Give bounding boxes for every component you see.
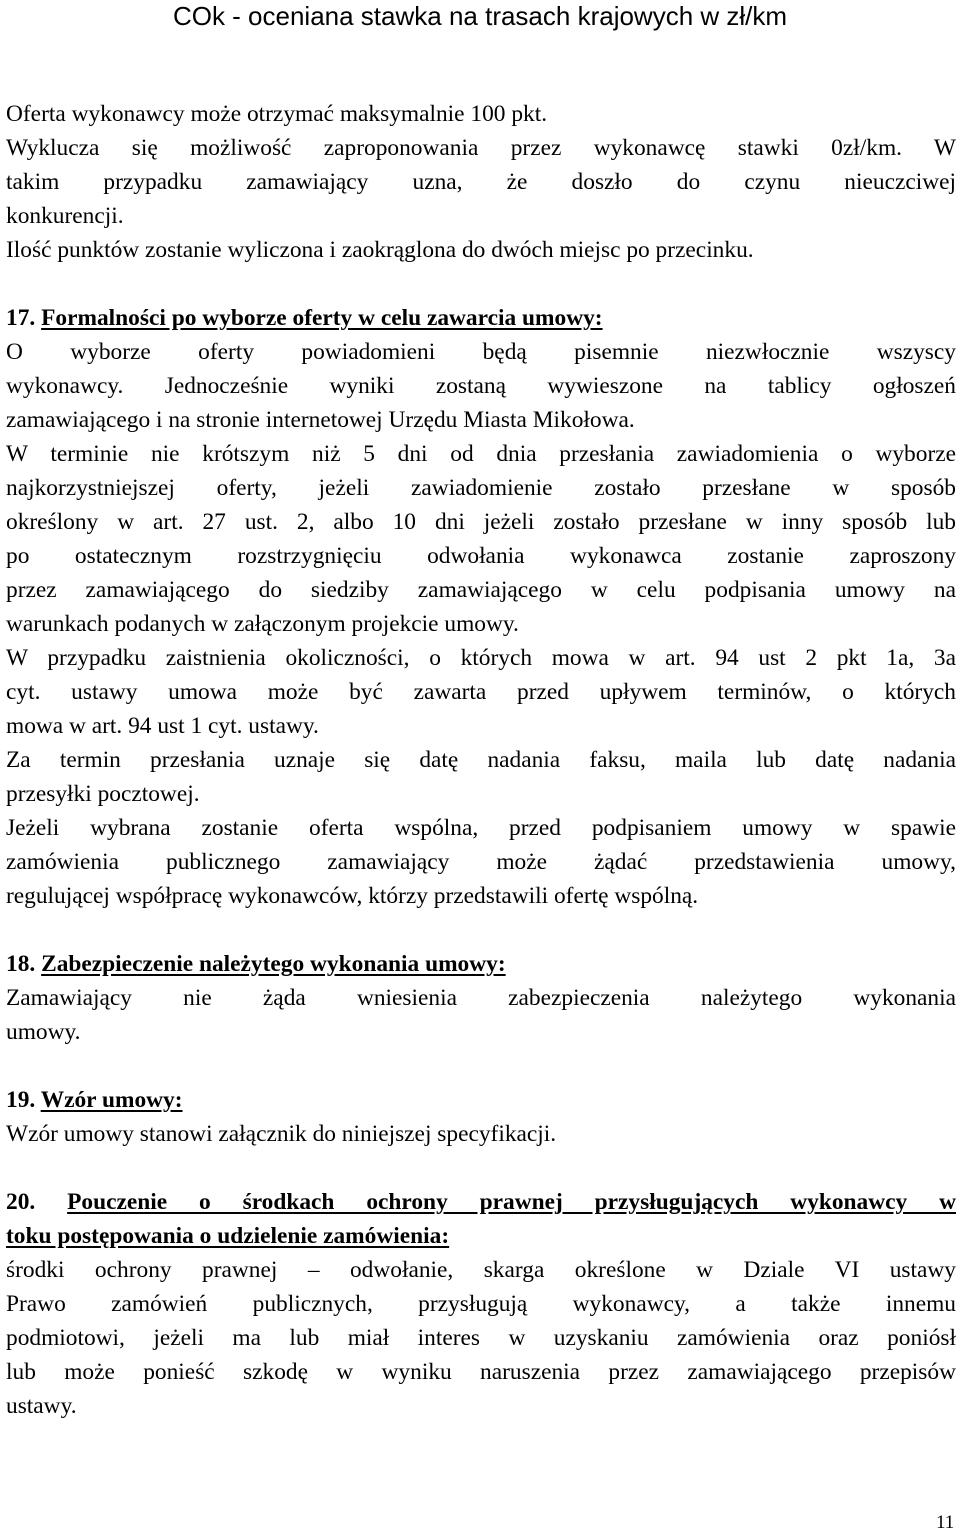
text-line: zamawiającego i na stronie internetowej Urzędu Miasta Mikołowa.: [6, 407, 635, 433]
spacer: [6, 1049, 956, 1083]
text-line: przesyłki pocztowej.: [6, 781, 200, 807]
text-line: Wyklucza się możliwość zaproponowania przez wykonawcę stawki 0zł/km. W: [6, 135, 956, 161]
section-title: Formalności po wyborze oferty w celu zawarcia umowy:: [41, 305, 603, 331]
section-number: 18.: [6, 951, 36, 977]
text-line: określony w art. 27 ust. 2, albo 10 dni jeżeli zostało przesłane w inny sposób lub: [6, 509, 956, 535]
text-line: O wyborze oferty powiadomieni będą pisemnie niezwłocznie wszyscy: [6, 339, 956, 365]
document-body: [6, 97, 956, 1423]
text-line: mowa w art. 94 ust 1 cyt. ustawy.: [6, 713, 319, 739]
text-line: wykonawcy. Jednocześnie wyniki zostaną wywieszone na tablicy ogłoszeń: [6, 373, 956, 399]
text-line: ustawy.: [6, 1393, 77, 1419]
text-line: zamówienia publicznego zamawiający może żądać przedstawienia umowy,: [6, 849, 956, 875]
text-line: najkorzystniejszej oferty, jeżeli zawiadomienie zostało przesłane w sposób: [6, 475, 956, 501]
section-20-heading: [6, 1185, 956, 1219]
section-number: 19.: [6, 1087, 36, 1113]
text-line: W przypadku zaistnienia okoliczności, o których mowa w art. 94 ust 2 pkt 1a, 3a: [6, 645, 956, 671]
page-header: COk - oceniana stawka na trasach krajowych w zł/km: [172, 1, 788, 31]
text-line: Za termin przesłania uznaje się datę nadania faksu, maila lub datę nadania: [6, 747, 956, 773]
text-line: cyt. ustawy umowa może być zawarta przed upływem terminów, o których: [6, 679, 956, 705]
text-line: Prawo zamówień publicznych, przysługują wykonawcy, a także innemu: [6, 1291, 956, 1317]
spacer: [6, 1151, 956, 1185]
section-19-heading: [6, 1083, 956, 1117]
text-line: takim przypadku zamawiający uzna, że doszło do czynu nieuczciwej: [6, 169, 956, 195]
spacer: [6, 913, 956, 947]
spacer: [6, 267, 956, 301]
text-line: podmiotowi, jeżeli ma lub miał interes w uzyskaniu zamówienia oraz poniósł: [6, 1325, 956, 1351]
text-line: po ostatecznym rozstrzygnięciu odwołania wykonawca zostanie zaproszony: [6, 543, 956, 569]
text-line: regulującej współpracę wykonawców, którzy przedstawili ofertę wspólną.: [6, 883, 699, 909]
section-title: toku postępowania o udzielenie zamówienia:: [6, 1223, 450, 1249]
text-line: umowy.: [6, 1019, 81, 1045]
text-line: Oferta wykonawcy może otrzymać maksymalnie 100 pkt.: [6, 101, 548, 127]
text-line: przez zamawiającego do siedziby zamawiającego w celu podpisania umowy na: [6, 577, 956, 603]
text-line: W terminie nie krótszym niż 5 dni od dnia przesłania zawiadomienia o wyborze: [6, 441, 956, 467]
text-line: Jeżeli wybrana zostanie oferta wspólna, przed podpisaniem umowy w spawie: [6, 815, 956, 841]
text-line: Ilość punktów zostanie wyliczona i zaokrąglona do dwóch miejsc po przecinku.: [6, 237, 754, 263]
text-line: konkurencji.: [6, 203, 124, 229]
section-18-heading: [6, 947, 956, 981]
text-line: Zamawiający nie żąda wniesienia zabezpieczenia należytego wykonania: [6, 985, 956, 1011]
section-title: Pouczenie o środkach ochrony prawnej przysługujących wykonawcy w: [67, 1189, 956, 1215]
section-title: Zabezpieczenie należytego wykonania umowy:: [41, 951, 506, 977]
section-20-heading-continued: [6, 1219, 956, 1253]
text-line: lub może ponieść szkodę w wyniku naruszenia przez zamawiającego przepisów: [6, 1359, 956, 1385]
section-number: 20.: [6, 1189, 36, 1215]
page-number: 11: [936, 1512, 955, 1533]
text-line: warunkach podanych w załączonym projekcie umowy.: [6, 611, 519, 637]
section-title: Wzór umowy:: [40, 1087, 183, 1113]
text-line: środki ochrony prawnej – odwołanie, skarga określone w Dziale VI ustawy: [6, 1257, 956, 1283]
section-17-heading: [6, 301, 956, 335]
section-number: 17.: [6, 305, 36, 331]
text-line: Wzór umowy stanowi załącznik do niniejszej specyfikacji.: [6, 1121, 557, 1147]
